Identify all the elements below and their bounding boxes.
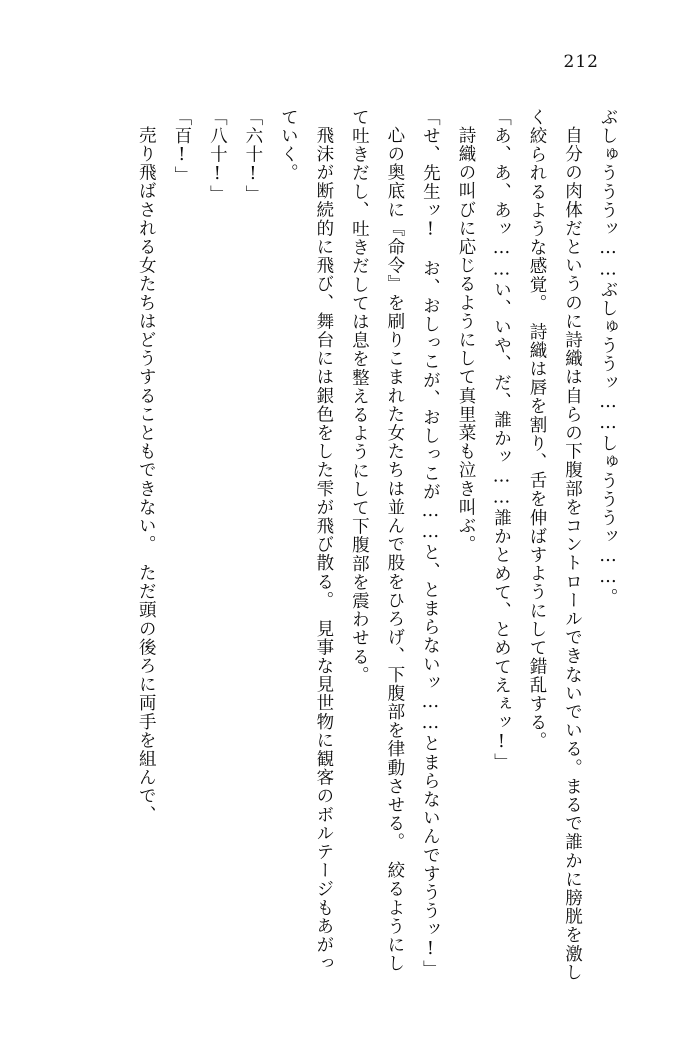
paragraph: 「百!」 bbox=[171, 108, 192, 185]
paragraph: 飛沫が断続的に飛び、舞台には銀色をした雫が飛び散る。 見事な見世物に観客のボルテージもあがっていく。 bbox=[278, 108, 334, 973]
paragraph: 自分の肉体だというのに詩織は自らの下腹部をコントロールできないでいる。まるで誰かに膀胱を激しく絞られるような感覚。 詩織は唇を割り、舌を伸ばすようにして錯乱する。 bbox=[526, 108, 583, 982]
paragraph: 売り飛ばされる女たちはどうすることもできない。 ただ頭の後ろに両手を組んで、 bbox=[136, 125, 157, 824]
paragraph: 詩織の叫びに応じるようにして真里菜も泣き叫ぶ。 bbox=[455, 125, 476, 554]
paragraph: 「せ、先生ッ! お、おしっこが、おしっこが……と、とまらないッ……とまらないんですううッ!」 bbox=[420, 108, 441, 979]
page-number: 212 bbox=[563, 52, 599, 72]
paragraph: ぶしゅうううッ……ぶしゅううッ……しゅうううッ……。 bbox=[598, 108, 618, 607]
paragraph: 「あ、あ、あッ……い、いや、だ、誰かッ……誰かとめて、とめてえぇッ!」 bbox=[491, 108, 512, 772]
vertical-text-body bbox=[52, 108, 625, 988]
paragraph: 「六十!」 bbox=[242, 108, 263, 204]
paragraph: 心の奥底に『命令』を刷りこまれた女たちは並んで股をひろげ、下腹部を律動させる。 絞るようにして吐きだし、吐きだしては息を整えるようにして下腹部を震わせる。 bbox=[349, 108, 405, 973]
paragraph: 「八十!」 bbox=[207, 108, 228, 204]
